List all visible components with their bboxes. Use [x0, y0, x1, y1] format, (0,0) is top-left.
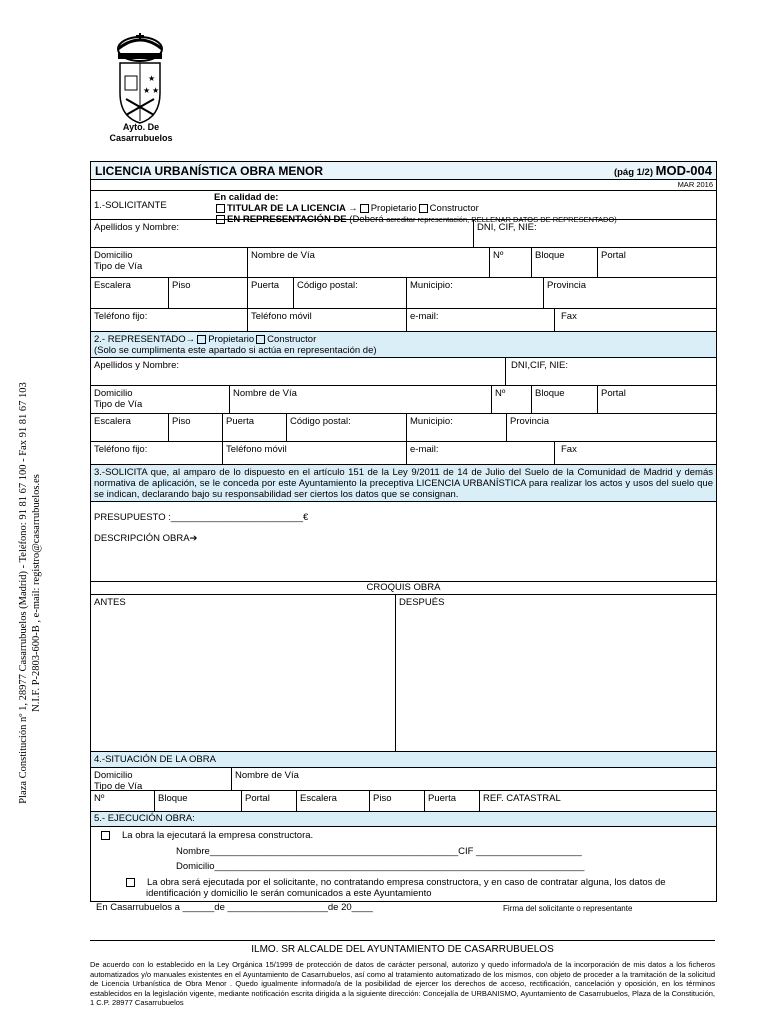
- s2-cp-field[interactable]: Código postal:: [286, 414, 406, 441]
- addressee-title: ILMO. SR ALCALDE DEL AYUNTAMIENTO DE CASARRUBUELOS: [90, 940, 715, 955]
- s1-fax-field[interactable]: Fax: [554, 309, 716, 331]
- s1-en-calidad: En calidad de:: [214, 192, 279, 203]
- deber-note: acreditar representación, RELLENAR DATOS DE REPRESENTADO): [386, 215, 617, 224]
- s2-nombre-via-field[interactable]: Nombre de Vía: [229, 386, 491, 413]
- s3-budget-row: [91, 501, 716, 581]
- s5-options: [91, 827, 716, 901]
- opt1-checkbox[interactable]: [101, 831, 110, 840]
- logo-line1: Ayto. De: [122, 122, 160, 132]
- s1-cp-field[interactable]: Código postal:: [293, 278, 406, 308]
- logo-caption: [96, 122, 186, 144]
- s4-bloque-field[interactable]: Bloque: [154, 791, 241, 811]
- side-address: Plaza Constitución nº 1, 28977 Casarrubuelos (Madrid) - Teléfono: 91 81 67 100 - Fax 91 81 67 103: [18, 382, 29, 804]
- s1-dni-field[interactable]: DNI, CIF, NIE:: [473, 220, 716, 247]
- s2-constructor-checkbox[interactable]: [256, 335, 265, 344]
- svg-text:★: ★: [143, 86, 151, 95]
- s2-tel-movil-field[interactable]: Teléfono móvil: [222, 442, 406, 464]
- s1-tel-movil-field[interactable]: Teléfono móvil: [247, 309, 406, 331]
- s1-domicilio-field[interactable]: [91, 248, 247, 277]
- signature-label: Firma del solicitante o representante: [503, 904, 633, 913]
- s1-tel-fijo-field[interactable]: Teléfono fijo:: [94, 311, 148, 322]
- logo-line2: Casarrubuelos: [109, 133, 173, 143]
- s2-provincia-field[interactable]: Provincia: [506, 414, 716, 441]
- s1-contact-row: [91, 308, 716, 331]
- page-code: [614, 163, 712, 178]
- side-nif-email: N.I.F. P-2803-600-B , e-mail: registro@casarrubuelos.es: [31, 474, 42, 712]
- sketch-row: [91, 594, 716, 751]
- s2-domicilio-label: Domicilio: [94, 388, 133, 399]
- s1-escalera-field[interactable]: Escalera: [94, 280, 131, 291]
- form-title: LICENCIA URBANÍSTICA OBRA MENOR: [95, 164, 323, 178]
- sketch-despues-area[interactable]: DESPUÉS: [395, 595, 716, 751]
- sketch-antes-area[interactable]: ANTES: [94, 597, 126, 608]
- s5-body-row: [91, 826, 716, 901]
- s2-constructor-label: Constructor: [267, 334, 317, 345]
- croquis-title: CROQUIS OBRA: [366, 582, 441, 593]
- s2-header: [91, 332, 716, 357]
- s4-header-row: [91, 751, 716, 767]
- s5-title: 5.- EJECUCIÓN OBRA:: [94, 813, 195, 824]
- empresa-nombre-cif-field[interactable]: Nombre_______________________________________________CIF ____________________: [176, 846, 582, 857]
- s2-tipo-via-label: Tipo de Vía: [94, 399, 143, 410]
- signature-place-date[interactable]: En Casarrubuelos a ______de ___________________de 20____: [96, 902, 373, 913]
- s4-title: 4.-SITUACIÓN DE LA OBRA: [94, 754, 216, 765]
- s2-location-row: [91, 413, 716, 441]
- s4-portal-field[interactable]: Portal: [241, 791, 296, 811]
- constructor-checkbox[interactable]: [419, 204, 428, 213]
- s1-title: 1.-SOLICITANTE: [94, 200, 167, 211]
- s4-location-row: [91, 790, 716, 811]
- s1-tipo-via-label: Tipo de Vía: [94, 261, 143, 272]
- s2-escalera-field[interactable]: Escalera: [94, 416, 131, 427]
- opt2-label: La obra será ejecutada por el solicitante, no contratando empresa constructora, y en caso de contratar alguna, los datos de identificación y domicilio le serán comunicados a este Ayuntamiento: [146, 877, 666, 899]
- s2-title: 2.- REPRESENTADO→: [94, 334, 196, 345]
- s1-address-row: [91, 247, 716, 277]
- opt1-label: La obra la ejecutará la empresa constructora.: [122, 830, 314, 841]
- s2-note: (Solo se cumplimenta este apartado si actúa en representación de): [94, 345, 377, 356]
- s1-name-row: [91, 219, 716, 247]
- s3-header-row: [91, 464, 716, 501]
- s2-propietario-checkbox[interactable]: [197, 335, 206, 344]
- s2-num-field[interactable]: Nº: [491, 386, 531, 413]
- license-form: [90, 161, 717, 902]
- s2-bloque-field[interactable]: Bloque: [531, 386, 597, 413]
- propietario-label: Propietario: [370, 203, 417, 214]
- s4-nombre-via-field[interactable]: Nombre de Vía: [231, 768, 716, 790]
- s1-portal-field[interactable]: Portal: [597, 248, 716, 277]
- s4-puerta-field[interactable]: Puerta: [424, 791, 479, 811]
- s2-fax-field[interactable]: Fax: [554, 442, 716, 464]
- s1-location-row: [91, 277, 716, 308]
- empresa-domicilio-field[interactable]: Domicilio______________________________________________________________________: [176, 861, 585, 872]
- s3-budget: [91, 502, 716, 581]
- s4-tipo-via-label: Tipo de Vía: [94, 781, 143, 792]
- s5-header-row: [91, 811, 716, 826]
- titular-label: TITULAR DE LA LICENCIA →: [227, 203, 358, 214]
- svg-text:★: ★: [148, 74, 156, 83]
- s4-num-field[interactable]: Nº: [94, 793, 105, 804]
- data-protection-notice: De acuerdo con lo establecido en la Ley Orgánica 15/1999 de protección de datos de carácter personal, autorizo y quedo informado/a de la incorporación de mis datos a los ficheros automatizados y/o manuales existentes en el Ayuntamiento de Casarrubuelos, así como al tratamiento automatizado de los mismos, con objeto de proceder a la tramitación de la solicitud de Licencia Urbanística de Obra Menor . Quedo igualmente informado/a de la posibilidad de ejercer los derechos de acceso, rectificación, cancelación y oposición, en los términos establecidos en la legislación vigente, mediante notificación escrita dirigida a la siguiente dirección: Concejalía de URBANISMO, Ayuntamiento de Casarrubuelos, Plaza de la Constitución, 1 C.P. 28977 Casarrubuelos: [90, 960, 715, 1007]
- s2-tel-fijo-field[interactable]: Teléfono fijo:: [94, 444, 148, 455]
- s2-email-field[interactable]: e-mail:: [406, 442, 554, 464]
- descripcion-field[interactable]: DESCRIPCIÓN OBRA➔: [94, 533, 198, 544]
- s1-piso-field[interactable]: Piso: [168, 278, 247, 308]
- s1-provincia-field[interactable]: Provincia: [543, 278, 716, 308]
- s1-nombre-via-field[interactable]: Nombre de Vía: [247, 248, 489, 277]
- side-contact-text: [17, 323, 43, 863]
- s4-domicilio-label: Domicilio: [94, 770, 133, 781]
- titular-checkbox[interactable]: [216, 204, 225, 213]
- s2-dni-field[interactable]: DNI,CIF, NIE:: [505, 358, 716, 385]
- s2-piso-field[interactable]: Piso: [168, 414, 222, 441]
- s4-piso-field[interactable]: Piso: [369, 791, 424, 811]
- s2-portal-field[interactable]: Portal: [597, 386, 716, 413]
- s1-email-field[interactable]: e-mail:: [406, 309, 554, 331]
- s2-domicilio-field[interactable]: [91, 386, 229, 413]
- constructor-label: Constructor: [429, 203, 479, 214]
- form-date: MAR 2016: [677, 180, 713, 189]
- s1-municipio-field[interactable]: Municipio:: [406, 278, 543, 308]
- s1-calidad: [211, 191, 716, 225]
- s2-municipio-field[interactable]: Municipio:: [406, 414, 506, 441]
- s1-puerta-field[interactable]: Puerta: [247, 278, 293, 308]
- s1-domicilio-label: Domicilio: [94, 250, 133, 261]
- s2-propietario-label: Propietario: [208, 334, 255, 345]
- deber-label: (Deberá: [349, 214, 384, 225]
- s1-num-field[interactable]: Nº: [489, 248, 531, 277]
- form-header: [91, 162, 716, 180]
- s1-apellidos-field[interactable]: Apellidos y Nombre:: [94, 222, 180, 233]
- s1-header-row: [91, 190, 716, 225]
- s2-puerta-field[interactable]: Puerta: [222, 414, 286, 441]
- s2-contact-row: [91, 441, 716, 464]
- s4-domicilio-field[interactable]: [91, 768, 231, 790]
- s4-address-row: [91, 767, 716, 790]
- s2-header-row: [91, 331, 716, 357]
- opt2-checkbox[interactable]: [126, 878, 135, 887]
- page-number: (pág 1/2): [613, 167, 653, 178]
- s3-solicita-text: 3.-SOLICITA que, al amparo de lo dispuesto en el artículo 151 de la Ley 9/2011 de 14 de Julio del Suelo de la Comunidad de Madrid y demás normativa de aplicación, se le conceda por este Ayuntamiento la preceptiva LICENCIA URBANÍSTICA para realizar los actos y usos del suelo que se indican, declarando bajo su responsabilidad ser ciertos los datos que se consignan.: [94, 467, 713, 500]
- s2-apellidos-field[interactable]: Apellidos y Nombre:: [94, 360, 180, 371]
- form-code: MOD-004: [655, 163, 712, 178]
- presupuesto-field[interactable]: PRESUPUESTO :_________________________€: [94, 512, 309, 523]
- s2-name-row: [91, 357, 716, 385]
- croquis-row: [91, 581, 716, 594]
- s2-address-row: [91, 385, 716, 413]
- representacion-label: EN REPRESENTACIÓN DE: [227, 214, 347, 225]
- svg-text:★: ★: [152, 86, 160, 95]
- s4-escalera-field[interactable]: Escalera: [296, 791, 369, 811]
- s4-ref-catastral-field[interactable]: REF. CATASTRAL: [479, 791, 716, 811]
- s1-bloque-field[interactable]: Bloque: [531, 248, 597, 277]
- propietario-checkbox[interactable]: [360, 204, 369, 213]
